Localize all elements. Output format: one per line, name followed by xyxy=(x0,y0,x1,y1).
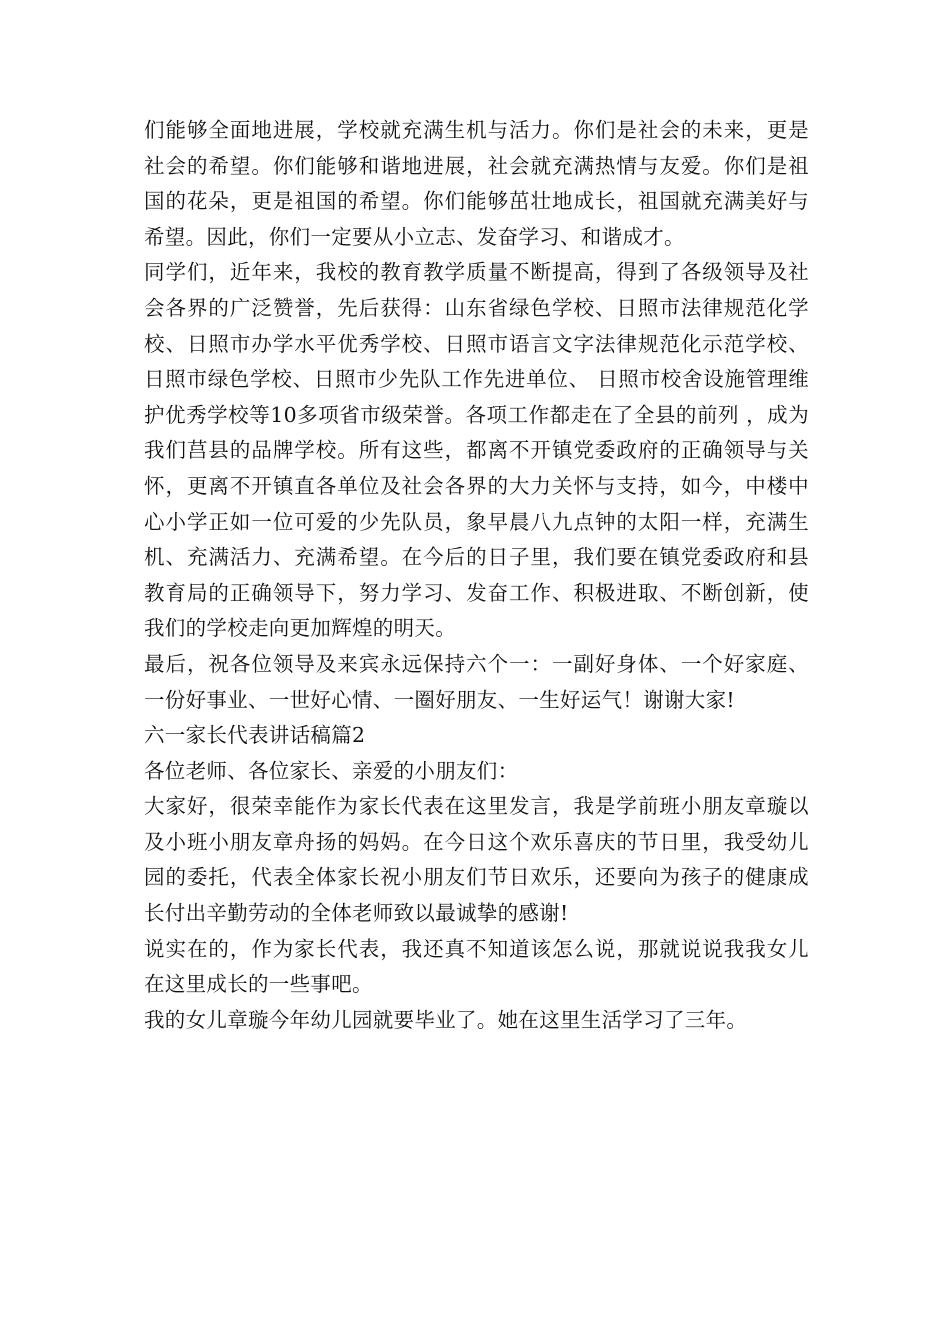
paragraph-greeting: 大家好，很荣幸能作为家长代表在这里发言，我是学前班小朋友章璇以及小班小朋友章舟扬的妈妈。在今日这个欢乐喜庆的节日里，我受幼儿园的委托，代表全体家长祝小朋友们节日欢乐，还要向为孩子的健康成长付出辛勤劳动的全体老师致以最诚挚的感谢! xyxy=(144,794,809,926)
section-heading: 六一家长代表讲话稿篇2 xyxy=(144,723,366,748)
paragraph-salutation: 各位老师、各位家长、亲爱的小朋友们： xyxy=(144,758,519,783)
paragraph-school-vitality: 们能够全面地进展，学校就充满生机与活力。你们是社会的未来，更是社会的希望。你们能够和谐地进展，社会就充满热情与友爱。你们是祖国的花朵，更是祖国的希望。你们能够茁壮地成长，祖国就充满美好与希望。因此，你们一定要从小立志、发奋学习、和谐成才。 xyxy=(144,118,809,249)
document-body xyxy=(144,113,809,1038)
paragraph-school-honors: 同学们，近年来，我校的教育教学质量不断提高，得到了各级领导及社会各界的广泛赞誉，先后获得：山东省绿色学校、日照市法律规范化学校、日照市办学水平优秀学校、日照市语言文字法律规范化示范学校、日照市绿色学校、日照市少先队工作先进单位、 日照市校舍设施管理维护优秀学校等10多项省市级荣誉。各项工作都走在了全县的前列 ，成为我们莒县的品牌学校。所有这些，都离不开镇党委政府的正确领导与关怀，更离不开镇直各单位及社会各界的大力关怀与支持，如今，中楼中心小学正如一位可爱的少先队员，象早晨八九点钟的太阳一样，充满生机、充满活力、充满希望。在今后的日子里，我们要在镇党委政府和县教育局的正确领导下，努力学习、发奋工作、积极进取、不断创新，使我们的学校走向更加辉煌的明天。 xyxy=(144,260,809,641)
paragraph-daughter: 我的女儿章璇今年幼儿园就要毕业了。她在这里生活学习了三年。 xyxy=(144,1007,748,1032)
paragraph-closing-wishes: 最后，祝各位领导及来宾永远保持六个一：一副好身体、一个好家庭、一份好事业、一世好心情、一圈好朋友、一生好运气！谢谢大家! xyxy=(144,651,809,712)
paragraph-introduction: 说实在的，作为家长代表，我还真不知道该怎么说，那就说说我我女儿在这里成长的一些事吧。 xyxy=(144,936,809,997)
